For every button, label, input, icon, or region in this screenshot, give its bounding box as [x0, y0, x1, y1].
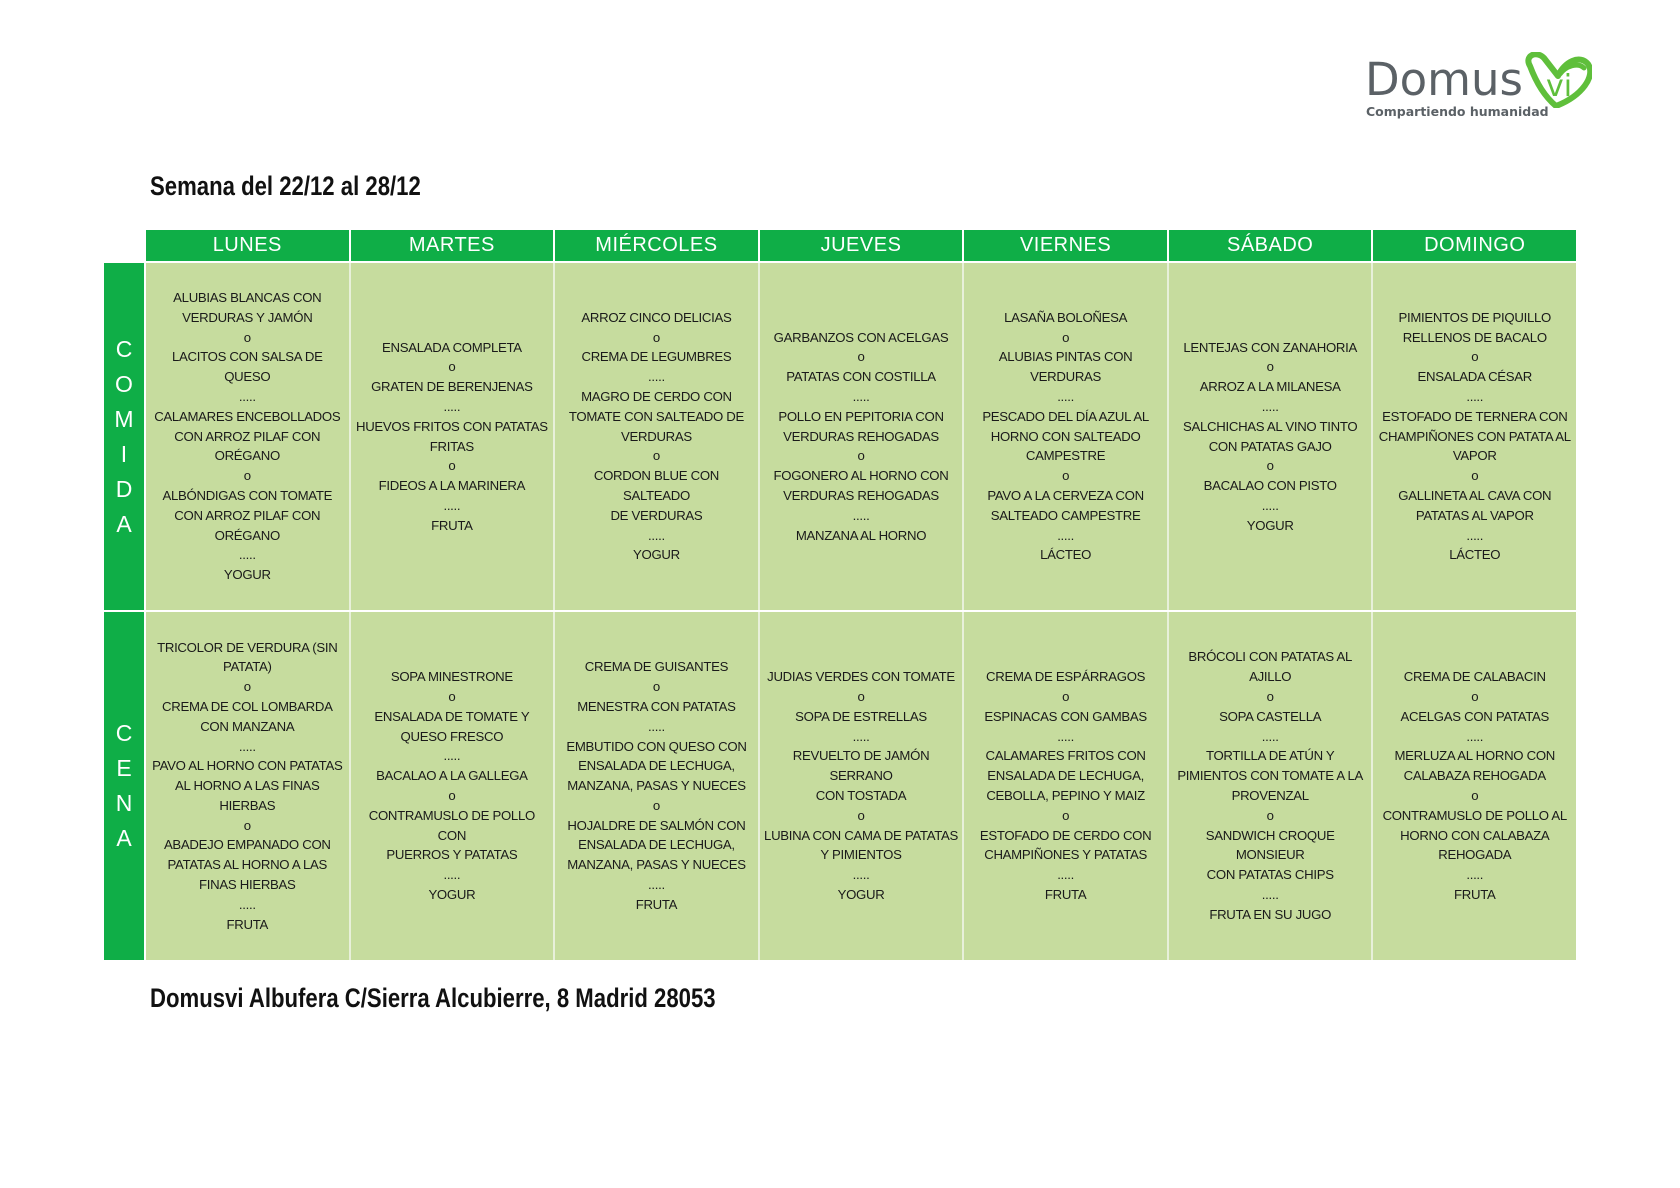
menu-cell-cena-1 — [351, 612, 556, 960]
menu-item: PIMIENTOS DE PIQUILLO — [1398, 309, 1551, 325]
menu-item: ..... — [852, 728, 870, 744]
menu-item: VAPOR — [1452, 448, 1497, 464]
menu-item: o — [243, 329, 251, 345]
menu-item: o — [448, 788, 456, 803]
menu-item: ..... — [238, 547, 256, 563]
menu-item: LENTEJAS CON ZANAHORIA — [1183, 339, 1358, 355]
menu-item: SOPA DE ESTRELLAS — [795, 708, 927, 724]
menu-item: FRUTA — [1454, 886, 1496, 902]
meal-label-letter: A — [116, 510, 132, 537]
menu-item: MANZANA AL HORNO — [795, 527, 927, 543]
menu-item: FRUTA — [1044, 886, 1087, 902]
menu-item: o — [1471, 349, 1479, 365]
menu-item: ENSALADA DE LECHUGA, — [987, 768, 1144, 784]
menu-item: SOPA MINESTRONE — [390, 669, 513, 685]
menu-item: BACALAO A LA GALLEGA — [376, 768, 528, 784]
menu-item: LASAÑA BOLOÑESA — [1004, 309, 1128, 325]
menu-item: REVUELTO DE JAMÓN SERRANO — [792, 748, 930, 784]
menu-item: ALUBIAS PINTAS CON — [998, 349, 1133, 365]
menu-item: ENSALADA DE TOMATE Y — [374, 708, 530, 724]
menu-item: FRUTA — [635, 896, 678, 912]
menu-item: AL HORNO A LAS FINAS HIERBAS — [175, 778, 320, 813]
menu-item: CAMPESTRE — [1025, 448, 1106, 464]
menu-item: CHAMPIÑONES CON PATATA AL — [1378, 428, 1571, 444]
meal-label-letter: O — [115, 370, 133, 397]
domusvi-logo — [1365, 52, 1595, 124]
menu-item: LÁCTEO — [1040, 547, 1092, 563]
meal-row-comida — [104, 263, 1576, 610]
menu-item: o — [243, 468, 251, 484]
menu-item: ..... — [443, 867, 461, 883]
menu-item: CREMA DE ESPÁRRAGOS — [986, 669, 1146, 685]
menu-item: CHAMPIÑONES Y PATATAS — [984, 847, 1147, 863]
menu-item: PATATA) — [222, 659, 272, 675]
weekly-menu-table — [104, 230, 1576, 960]
menu-item: ..... — [648, 718, 665, 734]
menu-item: BACALAO CON PISTO — [1203, 478, 1337, 494]
menu-item: VERDURAS Y JAMÓN — [182, 309, 313, 325]
menu-item: ..... — [852, 507, 870, 523]
menu-item: ABADEJO EMPANADO CON — [163, 837, 331, 853]
menu-cell-comida-6 — [1373, 263, 1576, 610]
menu-item: GARBANZOS CON ACELGAS — [773, 329, 949, 345]
menu-item: CREMA DE COL LOMBARDA — [162, 698, 333, 714]
menu-cell-comida-2 — [555, 263, 760, 610]
menu-item: HUEVOS FRITOS CON PATATAS — [355, 418, 548, 434]
menu-item: MENESTRA CON PATATAS — [577, 698, 736, 714]
menu-item: MAGRO DE CERDO CON — [581, 389, 732, 404]
menu-item: ARROZ CINCO DELICIAS — [581, 309, 732, 325]
menu-item: CALABAZA REHOGADA — [1403, 768, 1546, 784]
menu-item: VERDURAS REHOGADAS — [783, 487, 939, 503]
menu-item: o — [448, 359, 456, 375]
menu-item: o — [652, 797, 660, 813]
menu-item: BRÓCOLI CON PATATAS AL — [1188, 649, 1352, 665]
menu-cell-comida-3 — [760, 263, 965, 610]
menu-item: ..... — [1466, 527, 1484, 543]
day-header-2: MIÉRCOLES — [555, 230, 760, 261]
menu-item: ENSALADA DE LECHUGA, — [578, 758, 735, 774]
menu-item: ..... — [1057, 867, 1075, 883]
menu-item: TOMATE CON SALTEADO DE — [568, 408, 744, 424]
menu-item: o — [1062, 689, 1070, 705]
logo-wordmark: Domus — [1365, 53, 1523, 106]
menu-item: o — [243, 817, 251, 833]
menu-item: YOGUR — [223, 567, 271, 583]
menu-item: o — [1266, 359, 1274, 375]
menu-item: FRUTA — [226, 916, 269, 932]
menu-item: LUBINA CON CAMA DE PATATAS — [764, 827, 958, 843]
meal-row-cena — [104, 612, 1576, 960]
menu-item: ORÉGANO — [214, 527, 280, 543]
menu-item: o — [1266, 807, 1274, 823]
menu-item: CALAMARES FRITOS CON — [985, 748, 1146, 764]
menu-item: GALLINETA AL CAVA CON — [1398, 487, 1552, 503]
meal-label-letter: I — [120, 440, 128, 467]
meal-label-cena — [104, 612, 144, 960]
menu-item: QUESO FRESCO — [400, 728, 504, 744]
menu-item: CORDON BLUE CON SALTEADO — [593, 468, 720, 503]
menu-item: ARROZ A LA MILANESA — [1199, 379, 1341, 395]
menu-item: o — [1266, 689, 1274, 705]
menu-item: o — [652, 679, 660, 695]
menu-item: EMBUTIDO CON QUESO CON — [566, 738, 747, 754]
menu-item: o — [857, 689, 865, 705]
menu-item: CON PATATAS CHIPS — [1206, 867, 1334, 883]
menu-item: CON MANZANA — [200, 718, 295, 734]
menu-item: TORTILLA DE ATÚN Y — [1205, 748, 1335, 764]
menu-item: YOGUR — [633, 547, 680, 563]
menu-cell-comida-4 — [964, 263, 1169, 610]
menu-item: PAVO AL HORNO CON PATATAS — [152, 758, 343, 774]
menu-item: LACITOS CON SALSA DE QUESO — [171, 349, 323, 385]
menu-item: ENSALADA COMPLETA — [381, 339, 522, 355]
menu-item: YOGUR — [1246, 517, 1294, 533]
day-header-3: JUEVES — [760, 230, 965, 261]
day-header-0: LUNES — [146, 230, 351, 261]
menu-item: o — [243, 679, 251, 695]
menu-item: SALCHICHAS AL VINO TINTO — [1183, 418, 1358, 434]
menu-item: DE VERDURAS — [610, 507, 703, 523]
day-header-4: VIERNES — [964, 230, 1169, 261]
week-title: Semana del 22/12 al 28/12 — [150, 171, 421, 201]
menu-item: MERLUZA AL HORNO CON — [1394, 748, 1556, 764]
menu-item: PAVO A LA CERVEZA CON — [987, 487, 1144, 503]
menu-item: ..... — [238, 389, 256, 404]
menu-item: CREMA DE GUISANTES — [584, 659, 729, 675]
menu-item: POLLO EN PEPITORIA CON — [778, 408, 944, 424]
menu-item: VERDURAS — [1030, 369, 1102, 385]
menu-item: FRUTA EN SU JUGO — [1209, 906, 1332, 922]
menu-item: ACELGAS CON PATATAS — [1400, 708, 1549, 724]
menu-item: CREMA DE LEGUMBRES — [581, 349, 732, 365]
menu-item: AJILLO — [1249, 669, 1292, 685]
menu-item: GRATEN DE BERENJENAS — [371, 379, 533, 395]
menu-item: o — [1062, 468, 1070, 484]
menu-item: JUDIAS VERDES CON TOMATE — [767, 669, 955, 685]
menu-item: ..... — [852, 389, 870, 404]
menu-item: CREMA DE CALABACIN — [1403, 669, 1546, 685]
menu-item: MANZANA, PASAS Y NUECES — [567, 778, 746, 794]
menu-item: ..... — [443, 398, 461, 414]
menu-cells-cena — [146, 612, 1576, 960]
day-header-row — [146, 230, 1576, 261]
menu-item: PATATAS CON COSTILLA — [786, 369, 936, 385]
menu-item: FRUTA — [431, 517, 473, 533]
menu-item: CONTRAMUSLO DE POLLO AL — [1382, 807, 1567, 823]
menu-item: PUERROS Y PATATAS — [386, 847, 518, 863]
menu-cell-comida-1 — [351, 263, 556, 610]
menu-item: PATATAS AL HORNO A LAS — [167, 857, 328, 873]
menu-item: ..... — [443, 497, 461, 513]
menu-item: CON TOSTADA — [815, 788, 907, 803]
menu-item: VERDURAS — [621, 428, 692, 444]
menu-item: HORNO CON SALTEADO — [990, 428, 1141, 444]
menu-item: TRICOLOR DE VERDURA (SIN — [157, 639, 338, 655]
menu-item: o — [1471, 788, 1479, 803]
logo-tagline: Compartiendo humanidad — [1366, 104, 1549, 119]
menu-item: CON ARROZ PILAF CON — [174, 507, 321, 523]
menu-item: ESPINACAS CON GAMBAS — [984, 708, 1147, 724]
menu-item: ..... — [1466, 389, 1484, 404]
address-footer: Domusvi Albufera C/Sierra Alcubierre, 8 Madrid 28053 — [150, 983, 716, 1013]
menu-item: FIDEOS A LA MARINERA — [378, 478, 526, 494]
menu-item: RELLENOS DE BACALO — [1402, 329, 1547, 345]
menu-item: YOGUR — [837, 886, 885, 902]
menu-cell-cena-0 — [146, 612, 351, 960]
day-header-6: DOMINGO — [1373, 230, 1576, 261]
menu-item: o — [1471, 468, 1479, 484]
menu-item: ..... — [1261, 886, 1279, 902]
menu-item: ESTOFADO DE TERNERA CON — [1382, 408, 1568, 424]
meal-label-letter: E — [116, 755, 132, 781]
menu-item: o — [1062, 807, 1070, 823]
heart-leaf-icon — [1522, 52, 1592, 108]
menu-cell-cena-3 — [760, 612, 965, 960]
menu-item: VERDURAS REHOGADAS — [783, 428, 939, 444]
menu-item: o — [448, 689, 456, 705]
menu-item: CEBOLLA, PEPINO Y MAIZ — [986, 788, 1145, 803]
menu-item: o — [857, 349, 865, 365]
menu-cell-cena-2 — [555, 612, 760, 960]
menu-item: FINAS HIERBAS — [199, 877, 296, 893]
menu-item: PESCADO DEL DÍA AZUL AL — [982, 408, 1149, 424]
menu-item: CALAMARES ENCEBOLLADOS — [154, 408, 341, 424]
menu-item: SOPA CASTELLA — [1219, 708, 1322, 724]
menu-item: o — [652, 448, 660, 464]
meal-label-comida — [104, 263, 144, 610]
menu-cell-comida-0 — [146, 263, 351, 610]
menu-item: PATATAS AL VAPOR — [1415, 507, 1534, 523]
menu-item: YOGUR — [428, 886, 476, 902]
menu-item: ..... — [648, 527, 665, 543]
meal-label-letter: C — [115, 720, 133, 746]
menu-item: Y PIMIENTOS — [820, 847, 902, 863]
menu-item: ..... — [1261, 398, 1279, 414]
meal-label-letter: N — [115, 790, 133, 816]
logo-mark: vi — [1546, 69, 1573, 104]
menu-item: ENSALADA DE LECHUGA, — [578, 837, 735, 853]
day-header-5: SÁBADO — [1169, 230, 1374, 261]
menu-item: HOJALDRE DE SALMÓN CON — [567, 817, 746, 833]
menu-item: o — [1266, 458, 1274, 474]
menu-item: ..... — [852, 867, 870, 883]
menu-item: CON ARROZ PILAF CON — [174, 428, 321, 444]
day-header-1: MARTES — [351, 230, 556, 261]
menu-item: ..... — [1057, 728, 1075, 744]
meal-label-letter: C — [115, 335, 133, 362]
menu-item: SALTEADO CAMPESTRE — [990, 507, 1141, 523]
menu-cell-cena-5 — [1169, 612, 1374, 960]
meal-label-letter: D — [115, 475, 133, 502]
menu-item: o — [448, 458, 456, 474]
menu-item: ..... — [238, 738, 256, 754]
menu-item: REHOGADA — [1438, 847, 1512, 863]
menu-item: CONTRAMUSLO DE POLLO CON — [368, 807, 535, 843]
menu-item: HORNO CON CALABAZA — [1400, 827, 1550, 843]
menu-item: ..... — [1261, 728, 1279, 744]
menu-item: ALBÓNDIGAS CON TOMATE — [162, 487, 333, 503]
menu-item: ..... — [443, 748, 461, 764]
menu-cells-comida — [146, 263, 1576, 610]
menu-item: MANZANA, PASAS Y NUECES — [567, 857, 746, 873]
menu-item: ENSALADA CÉSAR — [1417, 369, 1533, 385]
menu-item: PROVENZAL — [1231, 788, 1309, 803]
meal-label-letter: M — [114, 405, 134, 432]
menu-item: ..... — [1057, 389, 1075, 404]
menu-cell-cena-4 — [964, 612, 1169, 960]
menu-cell-comida-5 — [1169, 263, 1374, 610]
menu-item: ESTOFADO DE CERDO CON — [979, 827, 1152, 843]
menu-item: FOGONERO AL HORNO CON — [773, 468, 949, 484]
meal-label-letter: A — [116, 825, 132, 851]
menu-item: ..... — [1261, 497, 1279, 513]
menu-item: ORÉGANO — [214, 448, 280, 464]
menu-item: CON PATATAS GAJO — [1208, 438, 1332, 454]
menu-item: LÁCTEO — [1449, 547, 1501, 563]
menu-item: FRITAS — [429, 438, 474, 454]
menu-item: ALUBIAS BLANCAS CON — [173, 290, 322, 306]
menu-item: ..... — [1466, 728, 1484, 744]
menu-item: ..... — [238, 896, 256, 912]
menu-item: ..... — [648, 877, 665, 893]
menu-item: ..... — [1466, 867, 1484, 883]
menu-cell-cena-6 — [1373, 612, 1576, 960]
menu-item: o — [857, 807, 865, 823]
menu-item: ..... — [648, 369, 665, 385]
menu-item: SANDWICH CROQUE MONSIEUR — [1205, 827, 1335, 863]
menu-item: ..... — [1057, 527, 1075, 543]
menu-item: o — [857, 448, 865, 464]
menu-item: PIMIENTOS CON TOMATE A LA — [1177, 768, 1364, 784]
menu-item: o — [652, 329, 660, 345]
menu-item: o — [1471, 689, 1479, 705]
menu-item: o — [1062, 329, 1070, 345]
